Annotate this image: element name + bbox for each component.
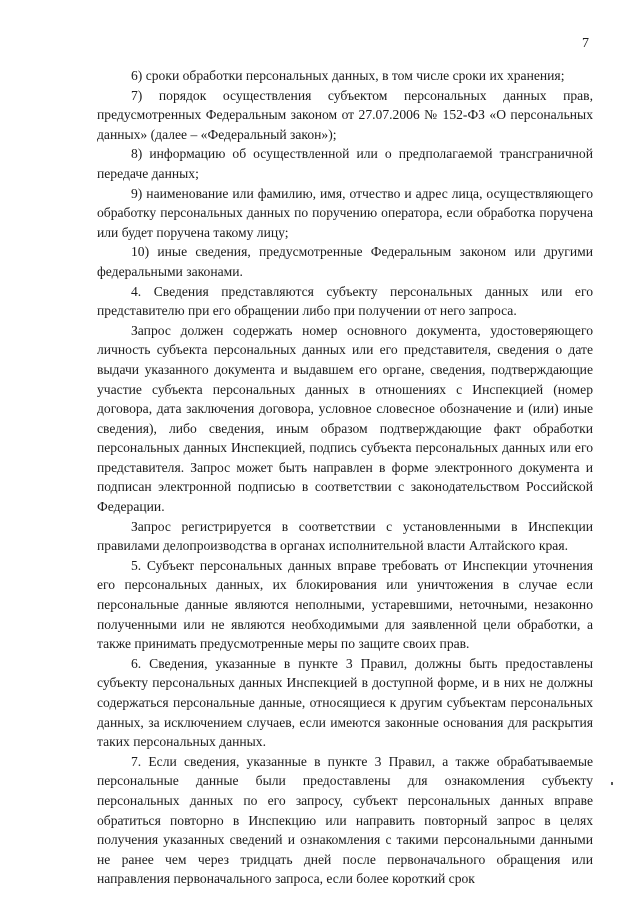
paragraph-section-5: 5. Субъект персональных данных вправе требовать от Инспекции уточнения его персональных данных, их блокирования или уничтожения в случае если персональные данные являются неполными, устаревшими, неточными, незаконно полученными или не являются необходимыми для заявленной цели обработки, а также принимать предусмотренные меры по защите своих прав. <box>97 557 593 652</box>
paragraph-request-contents: Запрос должен содержать номер основного документа, удостоверяющего личность субъекта персональных данных или его представителя, сведения о дате выдачи указанного документа и выдавшем его органе, сведения, подтверждающие участие субъекта персональных данных в отношениях с Инспекцией (номер договора, дата заключения договора, условное словесное обозначение и (или) иные сведения), либо сведения, иным образом подтверждающие факт обработки персональных данных Инспекцией, подпись субъекта персональных данных или его представителя. Запрос может быть направлен в форме электронного документа и подписан электронной подписью в соответствии с законодательством Российской Федерации. <box>97 322 593 515</box>
paragraph-item-6: 6) сроки обработки персональных данных, в том числе сроки их хранения; <box>131 68 565 83</box>
paragraph-item-8: 8) информацию об осуществленной или о предполагаемой трансграничной передаче данных; <box>97 146 593 181</box>
paragraph-section-4: 4. Сведения представляются субъекту персональных данных или его представителю при его обращении либо при получении от него запроса. <box>97 283 593 319</box>
page-number: 7 <box>582 36 589 51</box>
paragraph-item-7: 7) порядок осуществления субъектом персональных данных прав, предусмотренных Федеральным законом от 27.07.2006 № 152-ФЗ «О персональных данных» (далее – «Федеральный закон»); <box>97 87 593 142</box>
paragraph-section-6: 6. Сведения, указанные в пункте 3 Правил, должны быть предоставлены субъекту персональных данных Инспекцией в доступной форме, и в них не должны содержаться персональные данные, относящиеся к другим субъектам персональных данных, за исключением случаев, если имеются законные основания для раскрытия таких персональных данных. <box>97 655 593 750</box>
document-body <box>97 66 593 889</box>
paragraph-item-9: 9) наименование или фамилию, имя, отчество и адрес лица, осуществляющего обработку персональных данных по поручению оператора, если обработка поручена или будет поручена такому лицу; <box>97 185 593 240</box>
scan-artifact <box>611 782 613 785</box>
paragraph-request-registration: Запрос регистрируется в соответствии с установленными в Инспекции правилами делопроизводства в органах исполнительной власти Алтайского края. <box>97 518 593 554</box>
paragraph-section-7: 7. Если сведения, указанные в пункте 3 Правил, а также обрабатываемые персональные данные были предоставлены для ознакомления субъекту персональных данных по его запросу, субъект персональных данных вправе обратиться повторно в Инспекцию или направить повторный запрос в целях получения указанных сведений и ознакомления с такими персональными данными не ранее чем через тридцать дней после первоначального обращения или направления первоначального запроса, если более короткий срок <box>97 753 593 887</box>
paragraph-item-10: 10) иные сведения, предусмотренные Федеральным законом или другими федеральными законами. <box>97 244 593 279</box>
